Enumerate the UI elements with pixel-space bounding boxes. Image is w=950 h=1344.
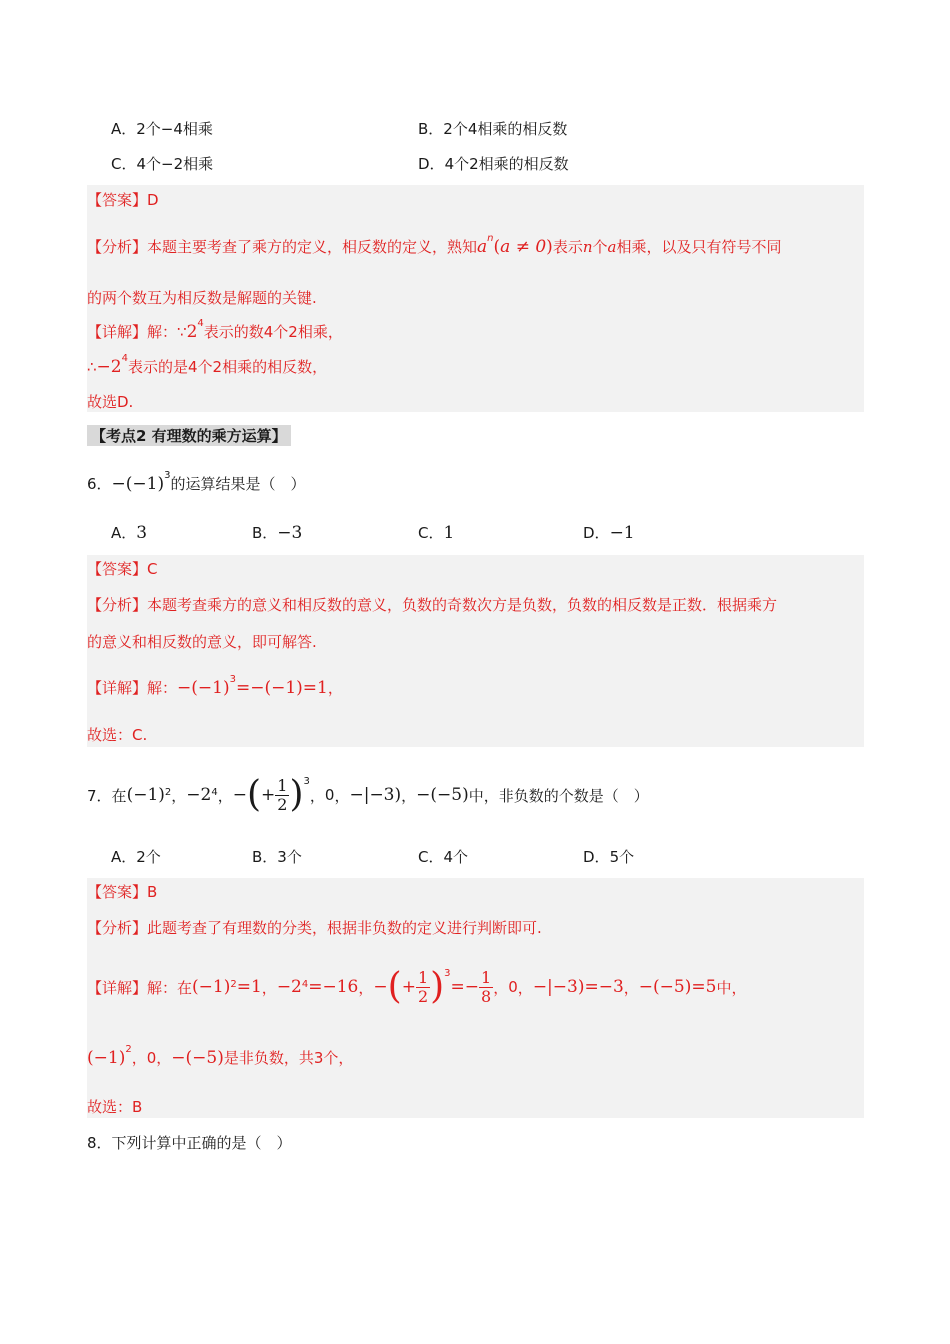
option-label: D．: [583, 524, 610, 542]
math-expression: =1: [236, 977, 262, 997]
option-label: A．: [111, 120, 137, 138]
q7-option-d: [583, 846, 634, 867]
question-number: 6．: [87, 475, 112, 493]
q7-analysis-line: [87, 917, 542, 938]
separator: ，: [358, 978, 374, 997]
analysis-tag: 【分析】: [87, 596, 148, 614]
detail-prefix: 解：在: [147, 978, 193, 997]
section-heading: 【考点2 有理数的乘方运算】: [87, 425, 291, 446]
option-text: 4个−2相乘: [136, 155, 214, 173]
separator: ，: [493, 978, 509, 997]
math-expression: =−16: [308, 977, 359, 997]
option-label: B．: [418, 120, 444, 138]
option-label: C．: [418, 524, 444, 542]
option-label: D．: [583, 848, 610, 866]
analysis-text: 相乘，以及只有符号不同: [616, 238, 782, 256]
option-value: 1: [443, 523, 455, 543]
fraction: [416, 969, 430, 1006]
analysis-tag: 【分析】: [87, 238, 148, 256]
math-var-n: n: [582, 238, 593, 256]
math-expression: −(−5)=5: [638, 977, 717, 997]
q6-option-d: [583, 522, 635, 543]
analysis-text: 此题考查了有理数的分类，根据非负数的定义进行判断即可.: [147, 919, 542, 937]
math-exponent: 4: [301, 978, 309, 990]
fraction: [479, 969, 493, 1006]
q7-option-b: [252, 846, 302, 867]
q7-option-c: [418, 846, 468, 867]
question-text: 下列计算中正确的是（ ）: [111, 1134, 292, 1152]
q7-stem: 7． 在 (−1) $^2$ ， −2 $^4$ ， − ( + $\frac{1}{2}$ ) $^3$ ， 0 ， −|−3) ， −(−5) 中，非负数的个数是（ ）: [87, 774, 649, 815]
math-exponent: 3: [444, 967, 451, 979]
fraction-numerator: 1: [417, 967, 429, 987]
question-number: 8．: [87, 1134, 112, 1152]
option-label: B．: [252, 524, 278, 542]
q6-option-a: [111, 522, 147, 543]
math-exponent: 2: [164, 786, 172, 798]
detail-tag: 【详解】: [87, 978, 148, 997]
math-expression: −|−3)=−3: [532, 977, 624, 997]
math-exponent: 3: [164, 470, 171, 481]
separator: ，: [517, 978, 533, 997]
q6-analysis-line-2: 的意义和相反数的意义，即可解答.: [87, 633, 317, 651]
math-exponent: 4: [121, 353, 128, 364]
analysis-text: 本题主要考查了乘方的定义，相反数的定义，熟知: [147, 238, 478, 256]
separator: ，: [309, 786, 325, 805]
answer-tag: 【答案】: [87, 560, 148, 578]
math-exponent: 3: [229, 674, 236, 685]
separator: ，: [217, 786, 233, 805]
q5-option-d: [418, 153, 569, 174]
math-expression: −: [373, 977, 388, 997]
math-expression: (−1): [126, 785, 165, 805]
detail-tag: 【详解】: [87, 679, 148, 697]
answer-value: D: [147, 191, 159, 209]
option-text: 2个−4相乘: [136, 120, 213, 138]
math-expression: −2: [186, 785, 212, 805]
separator: ，: [261, 978, 277, 997]
q6-conclusion: 故选：C.: [87, 726, 148, 744]
question-number: 7．: [87, 786, 112, 805]
fraction-numerator: 1: [481, 967, 492, 987]
math-expression: =−(−1)=1: [235, 678, 328, 698]
fraction-denominator: 8: [481, 986, 492, 1006]
q5-option-c: [111, 153, 213, 174]
math-var-a: a: [607, 238, 617, 256]
math-exponent: 4: [197, 318, 204, 329]
option-text: 4个2相乘的相反数: [444, 155, 569, 173]
q5-option-a: [111, 118, 213, 139]
math-sign: +: [261, 785, 276, 805]
option-label: B．: [252, 848, 278, 866]
q5-conclusion: 故选D.: [87, 393, 134, 411]
math-expression: −(−5): [416, 785, 469, 805]
detail-suffix: 表示的是4个2相乘的相反数，: [127, 358, 328, 376]
detail-suffix: 表示的数4个2相乘，: [203, 323, 343, 341]
detail-prefix: 解：: [147, 679, 178, 697]
math-exponent: 2: [125, 1044, 132, 1055]
q7-detail-line-2: [87, 1044, 354, 1068]
q7-detail-line-1: 【详解】 解：在 (−1) $^2$ =1 ， −2 $^4$ =−16 ， − ( + $\frac{1}{2}$ ) $^3$ =− $\frac{1}{8}$ ， 0 ， −|−3)=−3 ， −(−5)=5 中，: [87, 966, 747, 1007]
fraction-denominator: 2: [417, 986, 429, 1006]
q6-option-b: [252, 522, 302, 543]
q7-answer-line: [87, 881, 157, 902]
answer-tag: 【答案】: [87, 191, 148, 209]
math-exponent: n: [487, 233, 494, 244]
answer-value: C: [147, 560, 158, 578]
q7-option-a: [111, 846, 161, 867]
option-text: 5个: [609, 848, 635, 866]
q6-analysis-line-1: [87, 594, 777, 615]
math-exponent: 3: [303, 775, 310, 787]
detail-tag: 【详解】: [87, 323, 148, 341]
math-expression: −: [232, 785, 247, 805]
math-expression: (−1): [192, 977, 231, 997]
q6-answer-line: [87, 558, 158, 579]
math-expression: 0: [146, 1049, 157, 1067]
option-label: A．: [111, 524, 137, 542]
q5-option-b: [418, 118, 567, 139]
q6-stem: [87, 470, 306, 494]
q8-stem: [87, 1132, 292, 1153]
math-expression: (−1): [87, 1048, 126, 1068]
math-exponent: 4: [211, 786, 218, 798]
math-expression: 0: [324, 786, 335, 804]
q5-detail-line-1: [87, 318, 343, 342]
math-exponent: 2: [230, 978, 237, 990]
question-text: 中，非负数的个数是（ ）: [468, 786, 649, 805]
q6-option-c: [418, 522, 454, 543]
analysis-text: 本题考查乘方的意义和相反数的意义，负数的奇数次方是负数，负数的相反数是正数．根据乘方: [147, 596, 778, 614]
math-condition: a ≠ 0: [500, 237, 547, 257]
answer-tag: 【答案】: [87, 883, 148, 901]
option-label: A．: [111, 848, 137, 866]
option-value: −1: [609, 523, 635, 543]
separator: ，: [156, 1049, 172, 1067]
option-label: C．: [111, 155, 137, 173]
separator: ，: [401, 786, 417, 805]
math-expression: −(−1): [177, 678, 230, 698]
separator: ，: [171, 786, 187, 805]
option-text: 2个4相乘的相反数: [443, 120, 568, 138]
option-label: D．: [418, 155, 445, 173]
detail-end: 是非负数，共3个，: [223, 1049, 354, 1067]
question-text: 的运算结果是（ ）: [170, 475, 306, 493]
math-expression: −|−3): [349, 785, 402, 805]
analysis-text: 表示: [552, 238, 583, 256]
option-text: 2个: [136, 848, 161, 866]
math-expression: =−: [450, 977, 480, 997]
detail-prefix: 解：∵: [147, 323, 187, 341]
q6-detail-line: [87, 674, 343, 698]
q7-conclusion: 故选：B: [87, 1098, 143, 1116]
q5-analysis-line-2: 的两个数互为相反数是解题的关键.: [87, 289, 317, 307]
math-sign: +: [401, 977, 416, 997]
math-expression: −(−1): [111, 474, 165, 494]
q5-answer-line: [87, 189, 159, 210]
option-label: C．: [418, 848, 444, 866]
detail-prefix: ∴: [87, 358, 97, 376]
question-text: 在: [111, 786, 127, 805]
math-expression: 0: [508, 978, 518, 996]
analysis-tag: 【分析】: [87, 919, 148, 937]
option-value: −3: [277, 523, 303, 543]
option-value: 3: [136, 523, 148, 543]
fraction: [275, 777, 289, 814]
detail-suffix: ，: [327, 679, 343, 697]
fraction-denominator: 2: [277, 794, 288, 814]
option-text: 4个: [443, 848, 469, 866]
math-base: −2: [96, 357, 122, 377]
option-text: 3个: [277, 848, 302, 866]
q5-analysis-line-1: 【分析】本题主要考查了乘方的定义，相反数的定义，熟知$a^n(a \ne 0)$表示n个a相乘，以及只有符号不同: [87, 233, 782, 257]
separator: ，: [334, 786, 350, 805]
math-expression: −(−5): [171, 1048, 224, 1068]
q5-detail-line-2: [87, 353, 328, 377]
math-expression: −2: [276, 977, 302, 997]
analysis-text: 个: [592, 238, 608, 256]
separator: ，: [131, 1049, 147, 1067]
math-base: a: [477, 237, 488, 257]
detail-end: 中，: [716, 978, 747, 997]
math-base: 2: [186, 322, 198, 342]
answer-value: B: [147, 883, 158, 901]
fraction-numerator: 1: [277, 775, 288, 795]
separator: ，: [623, 978, 639, 997]
